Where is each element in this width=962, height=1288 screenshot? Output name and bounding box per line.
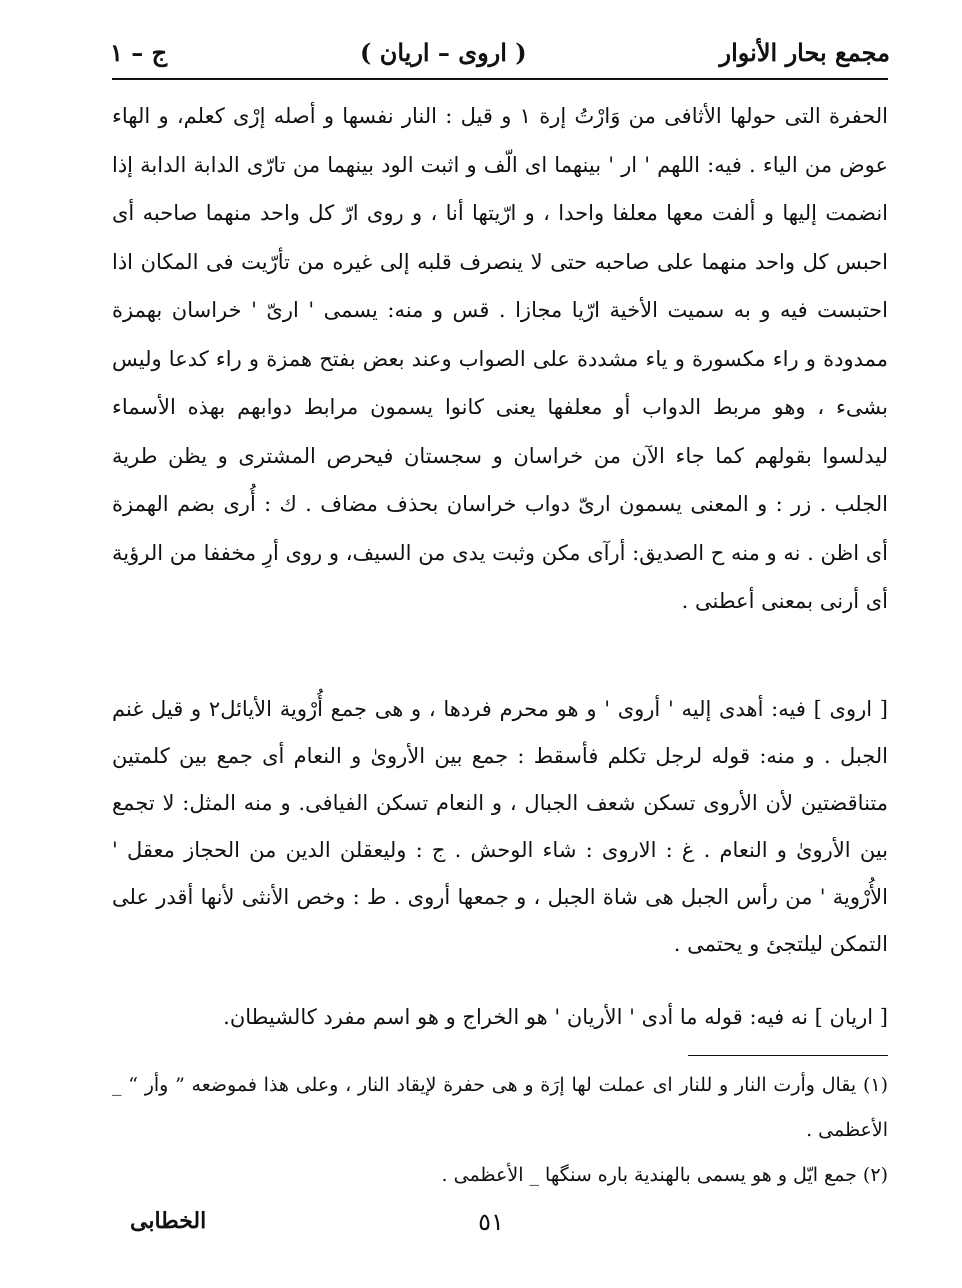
footnote-2: (٢) جمع ايّل و هو يسمى بالهندية باره سنگها _ الأعظمى .	[441, 1164, 888, 1186]
entry-arwa	[112, 686, 888, 968]
running-header	[110, 30, 890, 74]
signature: الخطابى	[130, 1208, 207, 1234]
footnote-rule	[688, 1055, 888, 1056]
header-rule	[112, 78, 888, 80]
paragraph: [ اريان ] نه فيه: قوله ما أدى ' الأريان ' هو الخراج و هو اسم مفرد كالشيطان.	[223, 1005, 888, 1029]
entry-range: ( اروى – اريان )	[359, 37, 527, 67]
page-number: ٥١	[478, 1208, 504, 1236]
footnotes	[112, 1063, 888, 1198]
book-title: مجمع بحار الأنوار	[719, 37, 890, 67]
volume-label: ج – ١	[110, 37, 168, 67]
paragraph: [ اروى ] فيه: أهدى إليه ' أروى ' و هو محرم فردها ، و هى جمع أُرْوية الأيائل٢ و قيل غنم الجبل . و منه: قوله لرجل تكلم فأسقط : جمع بين الأروىٰ و النعام أى جمع بين كلمتين متناقضتين لأن الأروى تسكن شعف الجبال ، و النعام تسكن الفيافى. و منه المثل: لا تجمع بين الأروىٰ و النعام . غ : الاروى : شاء الوحش . ج : وليعقلن الدين من الحجاز معقل ' الأُرْوية ' من رأس الجبل هى شاة الجبل ، و جمعها أروى . ط : وخص الأنثى لأنها أقدر على التمكن ليلتجئ و يحتمى .	[112, 697, 888, 956]
entry-continuation	[112, 92, 888, 626]
entry-aryan	[112, 994, 888, 1041]
paragraph: الحفرة التى حولها الأثافى من وَارْتُ إرة ١ و قيل : النار نفسها و أصله إرْى كعلم، و الهاء عوض من الياء . فيه: اللهم ' ار ' بينهما اى الّف و اثبت الود بينهما من تارّى الدابة الدابة إذا انضمت إليها و ألفت معها معلفا واحدا ، و ارّيتها أنا ، و روى ارّ كل واحد منهما صاحبه أى احبس كل واحد منهما على صاحبه حتى لا ينصرف قلبه إلى غيره من تأرّيت فى المكان اذا احتبست فيه و به سميت الأخية ارّيا مجازا . قس و منه: يسمى ' ارىّ ' خراسان بهمزة ممدودة و راء مكسورة و ياء مشددة على الصواب وعند بعض بفتح همزة و راء كدعا وليس بشىء ، وهو مربط الدواب أو معلفها يعنى كانوا يسمون مرابط دوابهم بهذه الأسماء ليدلسوا بقولهم كما جاء الآن من خراسان و سجستان فيحرص المشترى و يظن طرية الجلب . زر : و المعنى يسمون ارىّ دواب خراسان بحذف مضاف . ك : أُرى بضم الهمزة أى اظن . نه و منه ح الصديق: أرآى مكن وثبت يدى من السيف، و روى أرِ مخففا من الرؤية أى أرنى بمعنى أعطنى .	[112, 104, 889, 613]
footnote-1: (١) يقال وأرت النار و للنار اى عملت لها إرَة و هى حفرة لإيقاد النار ، وعلى هذا فموضعه ” وأر “ _ الأعظمى .	[112, 1074, 888, 1141]
